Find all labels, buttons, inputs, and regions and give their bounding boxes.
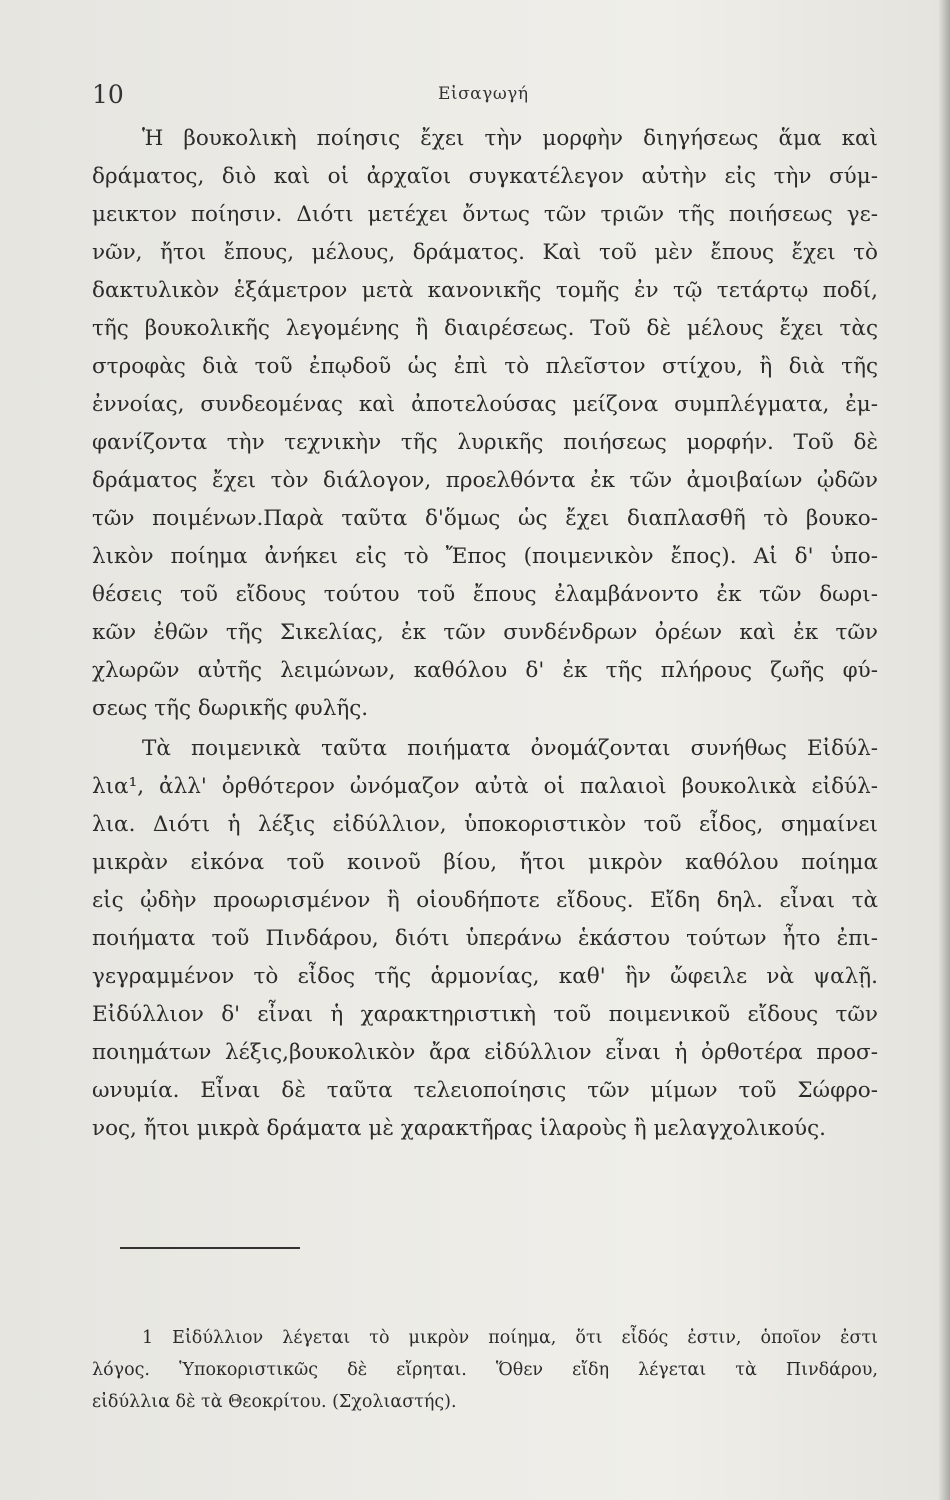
text-line: Ἡ βουκολικὴ ποίησις ἔχει τὴν μορφὴν διηγήσεως ἅμα καὶ (142, 126, 878, 151)
text-line: στροφὰς διὰ τοῦ ἐπῳδοῦ ὡς ἐπὶ τὸ πλεῖστον στίχου, ἢ διὰ τῆς (92, 354, 878, 379)
text-line: δράματος, διὸ καὶ οἱ ἀρχαῖοι συγκατέλεγον αὐτὴν εἰς τὴν σύμ- (92, 164, 878, 189)
text-line: Τὰ ποιμενικὰ ταῦτα ποιήματα ὀνομάζονται συνήθως Εἰδύλ- (142, 736, 878, 761)
text-line: ωνυμία. Εἶναι δὲ ταῦτα τελειοποίησις τῶν μίμων τοῦ Σώφρο- (92, 1078, 878, 1103)
text-line: ποιημάτων λέξις,βουκολικὸν ἄρα εἰδύλλιον εἶναι ἡ ὀρθοτέρα προσ- (92, 1040, 878, 1065)
text-line: γεγραμμένον τὸ εἶδος τῆς ἁρμονίας, καθ' ἣν ὤφειλε νὰ ψαλῇ. (92, 964, 878, 989)
text-line: δακτυλικὸν ἑξάμετρον μετὰ κανονικῆς τομῆς ἐν τῷ τετάρτῳ ποδί, (92, 278, 878, 303)
text-line: μεικτον ποίησιν. Διότι μετέχει ὄντως τῶν τριῶν τῆς ποιήσεως γε- (92, 202, 878, 227)
text-line: λια. Διότι ἡ λέξις εἰδύλλιον, ὑποκοριστικὸν τοῦ εἶδος, σημαίνει (92, 812, 878, 837)
text-line: νῶν, ἤτοι ἔπους, μέλους, δράματος. Καὶ τοῦ μὲν ἔπους ἔχει τὸ (92, 240, 878, 265)
text-line: τῆς βουκολικῆς λεγομένης ἢ διαιρέσεως. Τοῦ δὲ μέλους ἔχει τὰς (92, 316, 878, 341)
text-line: ἐννοίας, συνδεομένας καὶ ἀποτελούσας μείζονα συμπλέγματα, ἐμ- (92, 392, 878, 417)
text-line: κῶν ἐθῶν τῆς Σικελίας, ἐκ τῶν συνδένδρων ὀρέων καὶ ἐκ τῶν (92, 620, 878, 645)
text-line: λια¹, ἀλλ' ὀρθότερον ὠνόμαζον αὐτὰ οἱ παλαιοὶ βουκολικὰ εἰδύλ- (92, 774, 878, 799)
text-line: σεως τῆς δωρικῆς φυλῆς. (92, 696, 369, 721)
text-line: δράματος ἔχει τὸν διάλογον, προελθόντα ἐκ τῶν ἀμοιβαίων ᾠδῶν (92, 468, 878, 493)
footnote-line: λόγος. Ὑποκοριστικῶς δὲ εἴρηται. Ὅθεν εἴδη λέγεται τὰ Πινδάρου, (92, 1360, 878, 1380)
text-line: τῶν ποιμένων.Παρὰ ταῦτα δ'ὅμως ὡς ἔχει διαπλασθῆ τὸ βουκο- (92, 506, 878, 531)
text-line: θέσεις τοῦ εἴδους τούτου τοῦ ἔπους ἐλαμβάνοντο ἐκ τῶν δωρι- (92, 582, 878, 607)
footnote-line: 1 Εἰδύλλιον λέγεται τὸ μικρὸν ποίημα, ὅτι εἶδός ἐστιν, ὁποῖον ἐστι (142, 1328, 878, 1348)
text-line: νος, ἤτοι μικρὰ δράματα μὲ χαρακτῆρας ἱλαροὺς ἢ μελαγχολικούς. (92, 1116, 826, 1141)
text-line: Εἰδύλλιον δ' εἶναι ἡ χαρακτηριστικὴ τοῦ ποιμενικοῦ εἴδους τῶν (92, 1002, 878, 1027)
page-number: 10 (92, 80, 124, 109)
text-line: χλωρῶν αὐτῆς λειμώνων, καθόλου δ' ἐκ τῆς πλήρους ζωῆς φύ- (92, 658, 878, 683)
text-line: μικρὰν εἰκόνα τοῦ κοινοῦ βίου, ἤτοι μικρὸν καθόλου ποίημα (92, 850, 878, 875)
text-line: φανίζοντα τὴν τεχνικὴν τῆς λυρικῆς ποιήσεως μορφήν. Τοῦ δὲ (92, 430, 878, 455)
running-head: Εἰσαγωγή (438, 84, 529, 104)
text-line: λικὸν ποίημα ἀνήκει εἰς τὸ Ἔπος (ποιμενικὸν ἔπος). Αἱ δ' ὑπο- (92, 544, 878, 569)
footnote-line: εἰδύλλια δὲ τὰ Θεοκρίτου. (Σχολιαστής). (92, 1392, 457, 1412)
footnote-separator (120, 1247, 300, 1249)
text-line: ποιήματα τοῦ Πινδάρου, διότι ὑπεράνω ἑκάστου τούτων ἦτο ἐπι- (92, 926, 878, 951)
text-line: εἰς ᾠδὴν προωρισμένον ἢ οἱουδήποτε εἴδους. Εἴδη δηλ. εἶναι τὰ (92, 888, 878, 913)
page-edge-shadow (938, 0, 950, 1500)
